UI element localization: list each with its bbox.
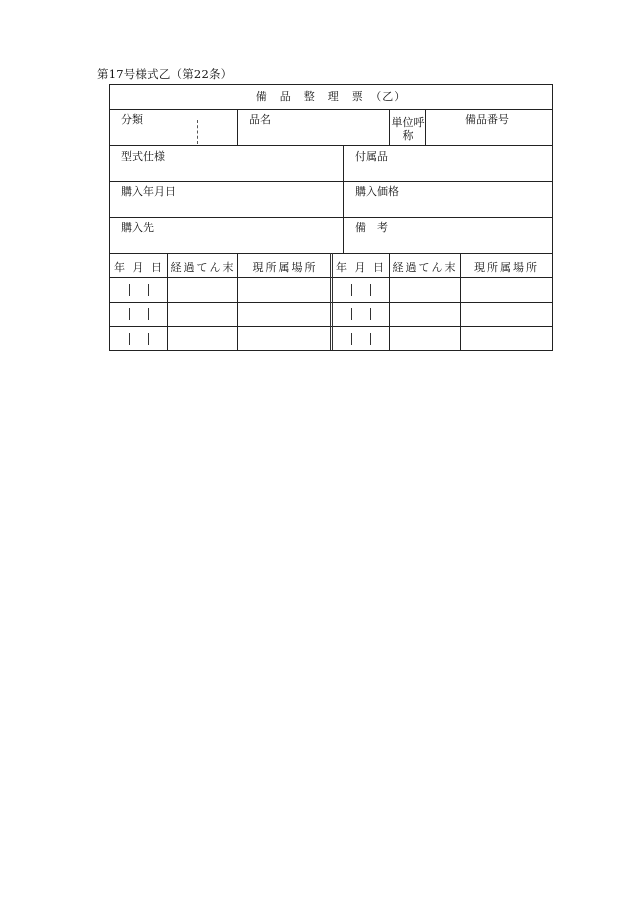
date-tick	[351, 284, 352, 296]
hist-header-keika-right: 経過てん末	[392, 261, 458, 274]
rule	[110, 217, 552, 218]
history-center-double-rule	[330, 253, 333, 350]
date-tick	[129, 333, 130, 345]
rule	[389, 109, 390, 145]
date-tick	[370, 308, 371, 320]
hist-header-date-left: 年 月 日	[114, 261, 164, 274]
label-bunrui: 分類	[121, 113, 143, 126]
label-hinmei: 品名	[249, 113, 271, 126]
date-tick	[129, 308, 130, 320]
date-tick	[148, 308, 149, 320]
hist-header-basho-right: 現所属場所	[474, 261, 539, 274]
label-biko: 備 考	[355, 221, 388, 234]
form-title: 備 品 整 理 票 （乙）	[255, 90, 407, 103]
rule	[110, 145, 552, 146]
rule	[167, 253, 168, 350]
hist-header-basho-left: 現所属場所	[252, 261, 318, 274]
date-tick	[148, 333, 149, 345]
bunrui-dashed-divider	[197, 120, 198, 144]
label-bihin-bango: 備品番号	[465, 113, 509, 126]
rule	[237, 253, 238, 350]
label-konyu-date: 購入年月日	[121, 185, 176, 198]
label-tani-line2: 称	[402, 129, 414, 142]
date-tick	[148, 284, 149, 296]
date-tick	[129, 284, 130, 296]
rule	[389, 253, 390, 350]
date-tick	[351, 308, 352, 320]
label-fuzokuhin: 付属品	[355, 150, 388, 163]
date-tick	[370, 284, 371, 296]
form-caption: 第17号様式乙（第22条）	[97, 67, 233, 81]
rule	[460, 253, 461, 350]
hist-header-date-right: 年 月 日	[336, 261, 386, 274]
rule	[425, 109, 426, 145]
property-card-form	[109, 84, 553, 351]
date-tick	[351, 333, 352, 345]
rule	[110, 181, 552, 182]
label-tani-line1: 単位呼	[391, 116, 425, 129]
label-keishiki: 型式仕様	[121, 150, 165, 163]
hist-header-keika-left: 経過てん末	[170, 261, 236, 274]
rule	[343, 145, 344, 253]
rule	[237, 109, 238, 145]
label-konyu-kakaku: 購入価格	[355, 185, 399, 198]
date-tick	[370, 333, 371, 345]
label-tani	[391, 116, 425, 142]
label-konyusaki: 購入先	[121, 221, 154, 234]
rule	[110, 109, 552, 110]
